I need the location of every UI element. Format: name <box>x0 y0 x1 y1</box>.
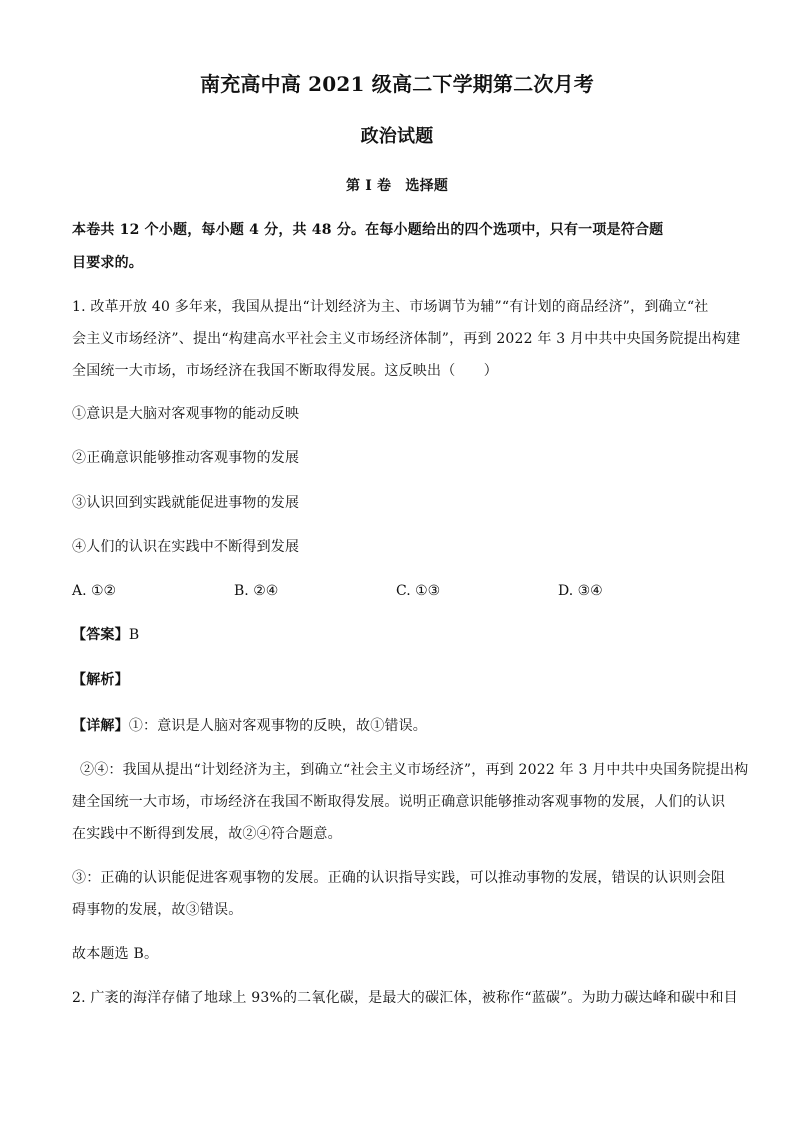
q1-option-d: D. ③④ <box>558 583 603 599</box>
q1-conclusion: 故本题选 B。 <box>72 946 159 962</box>
q1-stem-line-3: 全国统一大市场，市场经济在我国不断取得发展。这反映出（ ） <box>72 363 498 379</box>
q1-para3-line-2: 碍事物的发展，故③错误。 <box>72 902 243 918</box>
instructions-line-2: 目要求的。 <box>72 255 143 271</box>
q1-stem-line-2: 会主义市场经济”、提出“构建高水平社会主义市场经济体制”，再到 2022 年 3 月中共中央国务院提出构建 <box>72 331 741 347</box>
instructions-line-1: 本卷共 12 个小题，每小题 4 分，共 48 分。在每小题给出的四个选项中，只有一项是符合题 <box>72 222 664 238</box>
q1-option-b: B. ②④ <box>234 583 279 599</box>
answer-tag: 【答案】 <box>72 627 129 643</box>
section-heading: 第 I 卷 选择题 <box>345 178 449 194</box>
answer-value: B <box>128 627 140 643</box>
q1-detail-line-1 <box>72 716 722 736</box>
exam-title: 南充高中高 2021 级高二下学期第二次月考 <box>200 72 594 96</box>
q1-option-c: C. ①③ <box>396 583 441 599</box>
detail-text: ①：意识是人脑对客观事物的反映，故①错误。 <box>128 718 428 734</box>
analysis-tag: 【解析】 <box>72 672 129 688</box>
q1-para2-line-3: 在实践中不断得到发展，故②④符合题意。 <box>72 826 342 842</box>
q1-para2-line-2: 建全国统一大市场，市场经济在我国不断取得发展。说明正确意识能够推动客观事物的发展，人们的认识 <box>72 794 726 810</box>
q1-statement-2: ②正确意识能够推动客观事物的发展 <box>72 450 300 466</box>
q1-statement-1: ①意识是大脑对客观事物的能动反映 <box>72 406 300 422</box>
detail-tag: 【详解】 <box>72 718 129 734</box>
q1-statement-3: ③认识回到实践就能促进事物的发展 <box>72 495 300 511</box>
q1-option-a: A. ①② <box>72 583 117 599</box>
exam-subtitle: 政治试题 <box>360 126 434 147</box>
q1-para3-line-1: ③：正确的认识能促进客观事物的发展。正确的认识指导实践，可以推动事物的发展，错误的认识则会阻 <box>72 870 726 886</box>
q2-stem-line-1: 2. 广袤的海洋存储了地球上 93%的二氧化碳，是最大的碳汇体，被称作“蓝碳”。为助力碳达峰和碳中和目 <box>72 990 738 1006</box>
q1-para2-line-1: ②④：我国从提出“计划经济为主，到确立“社会主义市场经济”，再到 2022 年 3 月中共中央国务院提出构 <box>80 762 749 778</box>
q1-stem-line-1: 1. 改革开放 40 多年来，我国从提出“计划经济为主、市场调节为辅”“有计划的商品经济”，到确立“社 <box>72 299 709 315</box>
q1-statement-4: ④人们的认识在实践中不断得到发展 <box>72 539 300 555</box>
q1-answer <box>72 625 722 645</box>
